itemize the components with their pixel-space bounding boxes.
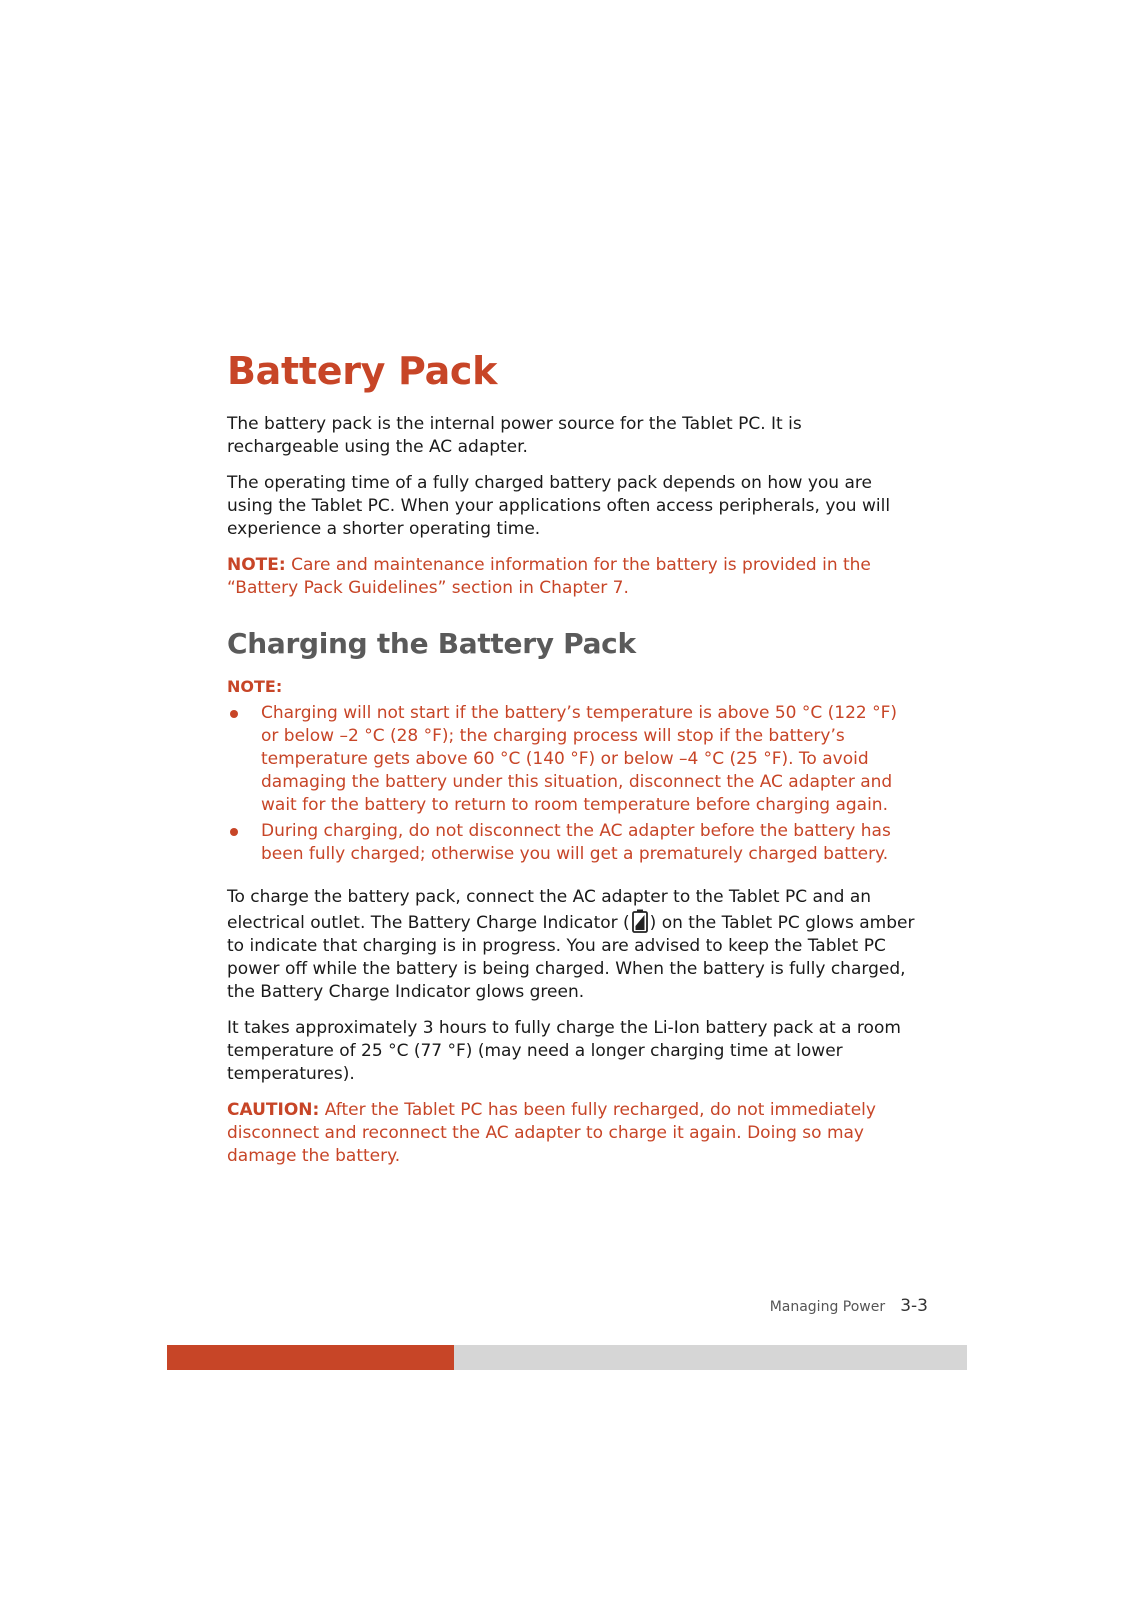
- note-text: Care and maintenance information for the battery is provided in the “Battery Pack Guidelines” section in Chapter 7.: [227, 555, 871, 598]
- section-heading: Charging the Battery Pack: [227, 627, 636, 660]
- footer-bar: [167, 1345, 967, 1370]
- note-box: [227, 554, 917, 600]
- caution-label: CAUTION:: [227, 1100, 320, 1120]
- page-content: [227, 348, 917, 1181]
- footer-bar-accent: [167, 1345, 454, 1370]
- note-list: [227, 702, 917, 866]
- note-label: NOTE:: [227, 555, 286, 575]
- list-item: [227, 702, 917, 817]
- list-item-text: Charging will not start if the battery’s temperature is above 50 °C (122 °F) or below –2 °C (28 °F); the charging process will stop if the battery’s temperature gets above 60 °C (140 °F) or below –4 °C (25 °F). To avoid damaging the battery under this situation, disconnect the AC adapter and wait for the battery to return to room temperature before charging again.: [261, 703, 898, 815]
- bullet-icon: [230, 828, 238, 836]
- charge-text-before: To charge the battery pack, connect the AC adapter to the Tablet PC and an electrical outlet. The Battery Charge Indicator (: [227, 887, 872, 933]
- caution-box: [227, 1099, 917, 1168]
- caution-text: After the Tablet PC has been fully recharged, do not immediately disconnect and reconnect the AC adapter to charge it again. Doing so may damage the battery.: [227, 1100, 876, 1166]
- intro-paragraph-1: The battery pack is the internal power source for the Tablet PC. It is rechargeable using the AC adapter.: [227, 414, 802, 457]
- page-number: 3-3: [900, 1296, 928, 1316]
- charge-time-paragraph: It takes approximately 3 hours to fully charge the Li-Ion battery pack at a room temperature of 25 °C (77 °F) (may need a longer charging time at lower temperatures).: [227, 1018, 901, 1084]
- page-footer: [600, 1296, 928, 1316]
- bullet-icon: [230, 710, 238, 718]
- battery-charge-icon: [631, 909, 649, 933]
- charge-text-after: ) on the Tablet PC glows amber to indicate that charging is in progress. You are advised to keep the Tablet PC power off while the battery is being charged. When the battery is fully charged, the Battery Charge Indicator glows green.: [227, 913, 915, 1002]
- footer-section-title: Managing Power: [769, 1299, 886, 1315]
- intro-paragraph-2: The operating time of a fully charged battery pack depends on how you are using the Tablet PC. When your applications often access peripherals, you will experience a shorter operating time.: [227, 473, 891, 539]
- charge-paragraph: [227, 886, 917, 1004]
- list-item: [227, 820, 917, 866]
- page-title: Battery Pack: [227, 349, 498, 393]
- list-item-text: During charging, do not disconnect the AC adapter before the battery has been fully charged; otherwise you will get a prematurely charged battery.: [261, 821, 891, 864]
- section-note-label: NOTE:: [227, 677, 283, 696]
